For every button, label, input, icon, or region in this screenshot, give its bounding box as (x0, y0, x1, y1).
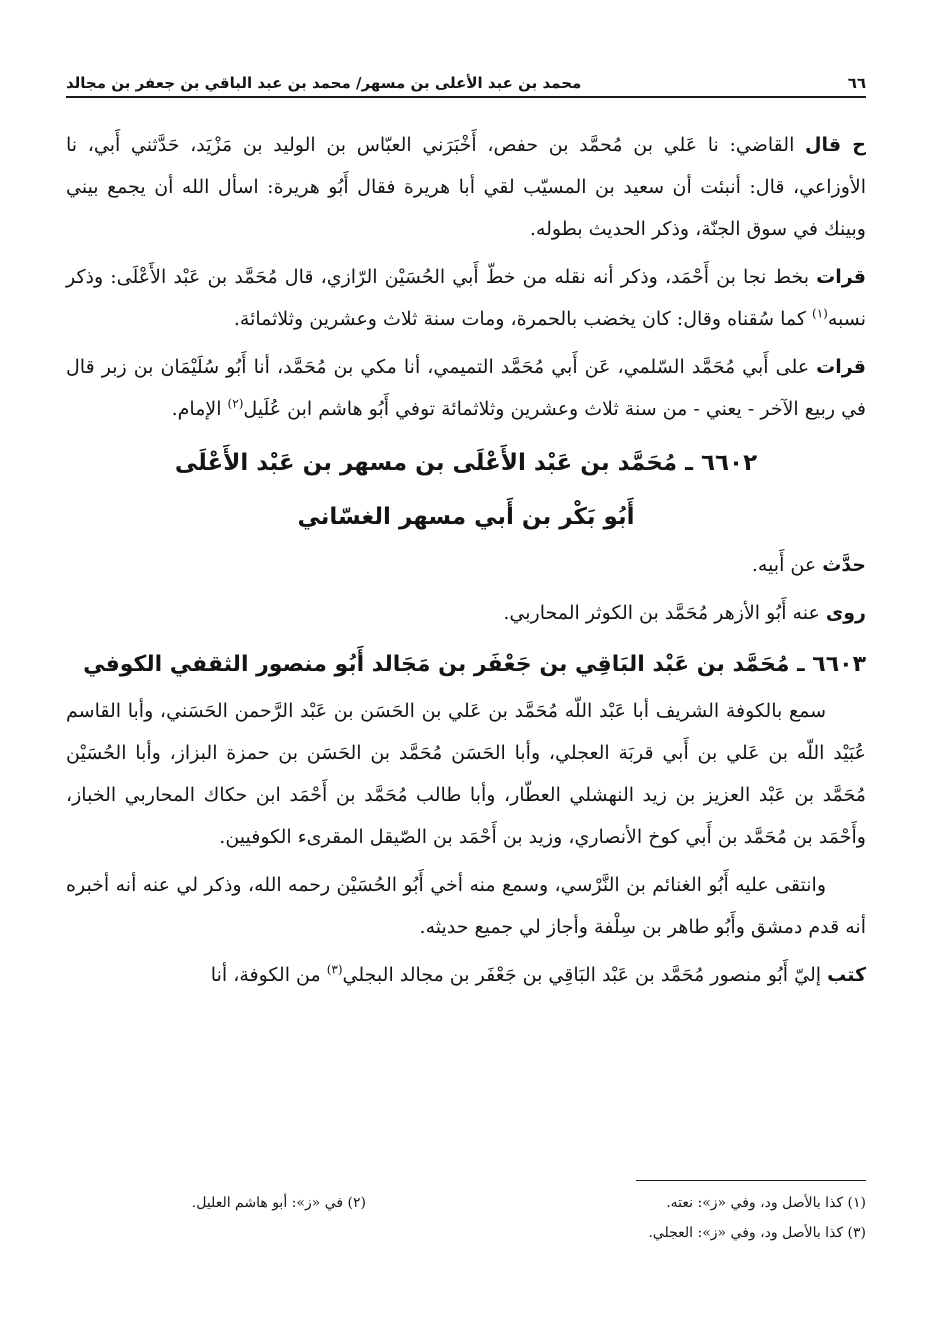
entry-6603-title: ٦٦٠٣ ـ مُحَمَّد بن عَبْد البَاقِي بن جَعْفَر بن مَجَالد أَبُو منصور الثقفي الكوفي (83, 652, 866, 677)
running-header (66, 60, 866, 92)
entry-6602-line-1 (66, 544, 866, 586)
paragraph-lead: ح قال (805, 134, 867, 156)
entry-6602-line-2 (66, 592, 866, 634)
paragraph-text: كما سُقناه وقال: كان يخضب بالحمرة، ومات سنة ثلاث وعشرين وثلاثمائة. (233, 308, 812, 330)
paragraph-lead: كتب (827, 964, 866, 986)
paragraph-lead: حدَّث (822, 554, 866, 576)
footnote-1: (١) كذا بالأصل ود، وفي «ز»: نعته. (666, 1195, 866, 1211)
running-title: محمد بن عبد الأعلى بن مسهر/ محمد بن عبد الباقي بن جعفر بن مجالد (66, 74, 582, 92)
entry-title-line: ٦٦٠٢ ـ مُحَمَّد بن عَبْد الأَعْلَى بن مسهر بن عَبْد الأَعْلَى (174, 450, 758, 476)
paragraph-lead: روى (825, 602, 866, 624)
footnote-2: (٢) في «ز»: أبو هاشم العليل. (191, 1195, 366, 1211)
page-number: ٦٦ (847, 74, 866, 92)
paragraph-3 (66, 346, 866, 430)
footnote-row (66, 1188, 866, 1218)
paragraph-2 (66, 256, 866, 340)
entry-6603-paragraph-3 (66, 954, 866, 996)
footnote-mark-1[interactable]: (١) (812, 306, 828, 321)
main-text (66, 124, 866, 1002)
footnote-rule (636, 1180, 866, 1181)
paragraph-lead: قرات (816, 356, 866, 378)
entry-title-line: أَبُو بَكْر بن أَبي مسهر الغسّاني (297, 504, 635, 530)
footnote-mark-3[interactable]: (٣) (326, 962, 343, 977)
paragraph-1 (66, 124, 866, 250)
paragraph-text: إليّ أَبُو منصور مُحَمَّد بن عَبْد البَاقِي بن جَعْفَر بن مجالد البجلي (342, 964, 828, 986)
paragraph-text: الإمام. (171, 398, 228, 420)
paragraph-text: من الكوفة، أنا (210, 964, 327, 986)
entry-6602-title (66, 436, 866, 544)
footnote-mark-2[interactable]: (٢) (227, 396, 244, 411)
paragraph-text: القاضي: نا عَلي بن مُحمَّد بن حفص، أَخْبَرَني العبّاس بن الوليد بن مَزْيَد، حَدَّثني أَبي، نا الأوزاعي، قال: أنبئت أن سعيد بن المسيّب لقي أبا هريرة فقال أَبُو هريرة: اسأل الله أن يجمع بيني وبينك في سوق الجنّة، وذكر الحديث بطوله. (66, 134, 866, 240)
entry-6603-paragraph-2: وانتقى عليه أَبُو الغنائم بن النَّرْسي، وسمع منه أخي أَبُو الحُسَيْن رحمه الله، وذكر لي عنه أنه أخبره أنه قدم دمشق وأَبُو طاهر بن سِلْفة وأجاز لي جميع حديثه. (66, 874, 866, 938)
footnote-row (66, 1218, 866, 1248)
entry-6603-paragraph-1: سمع بالكوفة الشريف أبا عَبْد اللّه مُحَمَّد بن عَلي بن الحَسَن بن عَبْد الرَّحمن الحَسَني، وأبا القاسم عُبَيْد اللّه بن عَلي بن أَبي قربَة العجلي، وأبا الحَسَن مُحَمَّد بن الحَسَن بن حمزة البزاز، وأبا الحُسَيْن مُحَمَّد بن عَبْد العزيز بن زيد النهشلي العطّار، وأبا طالب مُحَمَّد بن أَحْمَد ابن حكاك المحاربي الخباز، وأَحْمَد بن مُحَمَّد بن أَبي كوخ الأنصاري، وزيد بن أَحْمَد بن الصّيقل المقرىء الكوفيين. (66, 700, 866, 848)
footnote-3: (٣) كذا بالأصل ود، وفي «ز»: العجلي. (648, 1225, 866, 1241)
paragraph-text: عنه أَبُو الأزهر مُحَمَّد بن الكوثر المحاربي. (503, 602, 826, 624)
paragraph-text: بخط نجا بن أَحْمَد، وذكر أنه نقله من خطّ أَبي الحُسَيْن الرّازي، قال مُحَمَّد بن عَبْد الأَعْلَى: وذكر نسبه (66, 266, 866, 330)
paragraph-text: على أَبي مُحَمَّد السّلمي، عَن أَبي مُحَمَّد التميمي، أنا مكي بن مُحَمَّد، أنا أَبُو سُلَيْمَان بن زبر قال في ربيع الآخر - يعني - من سنة ثلاث وعشرين وثلاثمائة توفي أَبُو هاشم ابن عُلَيل (66, 356, 866, 420)
paragraph-lead: قرات (816, 266, 866, 288)
paragraph-text: عن أَبيه. (751, 554, 823, 576)
footnotes (66, 1188, 866, 1248)
header-rule (66, 96, 866, 98)
